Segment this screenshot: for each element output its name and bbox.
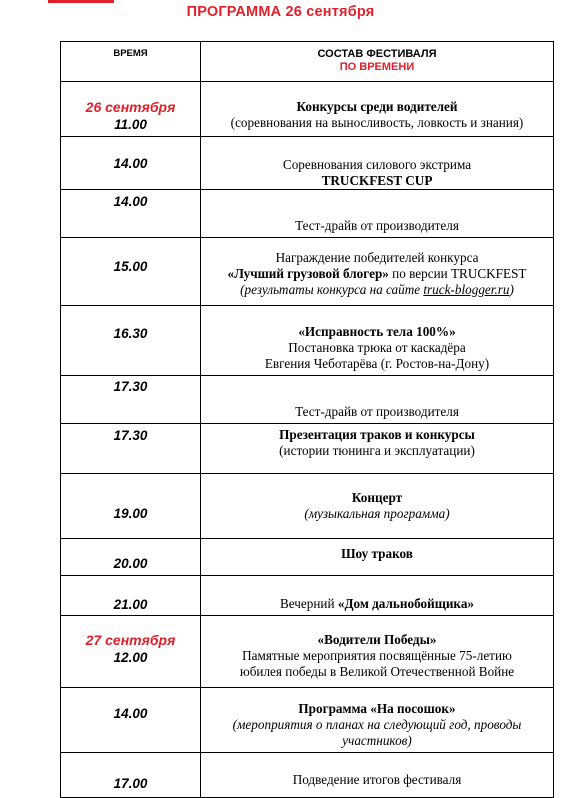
event-description [201, 266, 553, 282]
row-time: 14.00 [113, 156, 148, 171]
site-link[interactable]: truck-blogger.ru [423, 282, 510, 297]
event-description: (мероприятия о планах на следующий год, проводы [232, 717, 522, 732]
event-cell [201, 82, 554, 137]
table-row [61, 616, 554, 688]
table-row [61, 753, 554, 798]
event-title: Концерт [351, 490, 403, 505]
row-time: 17.30 [113, 428, 148, 443]
event-description: Постановка трюка от каскадёра [288, 340, 466, 355]
row-time: 20.00 [113, 556, 148, 571]
event-title: «Исправность тела 100%» [298, 324, 456, 339]
event-title: Награждение победителей конкурса [275, 250, 479, 265]
table-row [61, 539, 554, 576]
event-cell [201, 753, 554, 798]
row-time: 21.00 [113, 597, 148, 612]
time-cell [61, 576, 201, 616]
event-cell [201, 137, 554, 190]
row-time: 17.30 [113, 379, 148, 394]
row-date: 27 сентября [85, 632, 176, 648]
event-cell [201, 576, 554, 616]
header-event-cell [201, 42, 554, 82]
event-note-end: ) [509, 282, 514, 297]
header-event-label: СОСТАВ ФЕСТИВАЛЯ [317, 48, 437, 60]
table-row [61, 576, 554, 616]
time-cell [61, 306, 201, 376]
event-description: Памятные мероприятия посвящённые 75-летию [242, 648, 512, 663]
time-cell [61, 190, 201, 238]
table-row [61, 376, 554, 424]
row-time: 19.00 [113, 506, 148, 521]
table-row [61, 238, 554, 306]
event-title: «Водители Победы» [317, 632, 437, 647]
table-row [61, 306, 554, 376]
time-cell [61, 376, 201, 424]
event-highlight: «Дом дальнобойщика» [337, 596, 475, 611]
header-event-sublabel: ПО ВРЕМЕНИ [339, 61, 415, 73]
table-row [61, 137, 554, 190]
event-cell [201, 238, 554, 306]
event-title: Подведение итогов фестиваля [292, 772, 462, 787]
event-title: Программа «На посошок» [298, 701, 456, 716]
event-cell [201, 424, 554, 474]
row-time: 17.00 [113, 776, 148, 791]
event-text: Вечерний [279, 596, 338, 611]
time-cell [61, 688, 201, 753]
table-row [61, 190, 554, 238]
event-cell [201, 376, 554, 424]
table-row [61, 82, 554, 137]
time-cell [61, 474, 201, 539]
time-cell [61, 137, 201, 190]
row-time: 11.00 [114, 117, 147, 132]
event-description: участников) [342, 733, 412, 748]
event-highlight: «Лучший грузовой блогер» [227, 266, 389, 281]
event-text: по версии TRUCKFEST [388, 266, 527, 281]
corner-mark [48, 0, 114, 3]
time-cell [61, 753, 201, 798]
header-time-cell [61, 42, 201, 82]
event-cell [201, 688, 554, 753]
time-cell [61, 82, 201, 137]
event-description: (музыкальная программа) [304, 506, 450, 521]
page-title: ПРОГРАММА 26 сентября [186, 4, 375, 20]
table-row [61, 688, 554, 753]
table-row [61, 474, 554, 539]
event-note-text: (результаты конкурса на сайте [240, 282, 424, 297]
row-time: 15.00 [113, 259, 148, 274]
event-description: (истории тюнинга и эксплуатации) [279, 443, 475, 458]
event-title: Шоу траков [341, 546, 413, 561]
event-cell [201, 306, 554, 376]
row-time: 14.00 [113, 194, 148, 209]
event-title: Презентация траков и конкурсы [279, 427, 475, 442]
table-header-row [61, 42, 554, 82]
event-title: Тест-драйв от производителя [295, 404, 459, 419]
event-note [201, 282, 553, 298]
row-time: 12.00 [113, 650, 148, 665]
event-cell [201, 474, 554, 539]
event-title: Конкурсы среди водителей [296, 99, 458, 114]
time-cell [61, 424, 201, 474]
event-title: Тест-драйв от производителя [295, 218, 459, 233]
event-description: Евгения Чеботарёва (г. Ростов-на-Дону) [264, 356, 490, 371]
row-date: 26 сентября [85, 99, 176, 115]
header-time-label: ВРЕМЯ [113, 48, 148, 59]
event-description: (соревнования на выносливость, ловкость и знания) [230, 115, 524, 130]
event-cell [201, 539, 554, 576]
event-cell [201, 190, 554, 238]
row-time: 16.30 [113, 326, 148, 341]
event-cell [201, 616, 554, 688]
event-description: юбилея победы в Великой Отечественной Войне [239, 664, 515, 679]
schedule-table [60, 41, 554, 798]
time-cell [61, 238, 201, 306]
event-title [201, 576, 553, 612]
event-title: Соревнования силового экстрима [282, 157, 472, 172]
time-cell [61, 616, 201, 688]
table-row [61, 424, 554, 474]
event-description: TRUCKFEST CUP [321, 173, 433, 188]
row-time: 14.00 [113, 706, 148, 721]
time-cell [61, 539, 201, 576]
